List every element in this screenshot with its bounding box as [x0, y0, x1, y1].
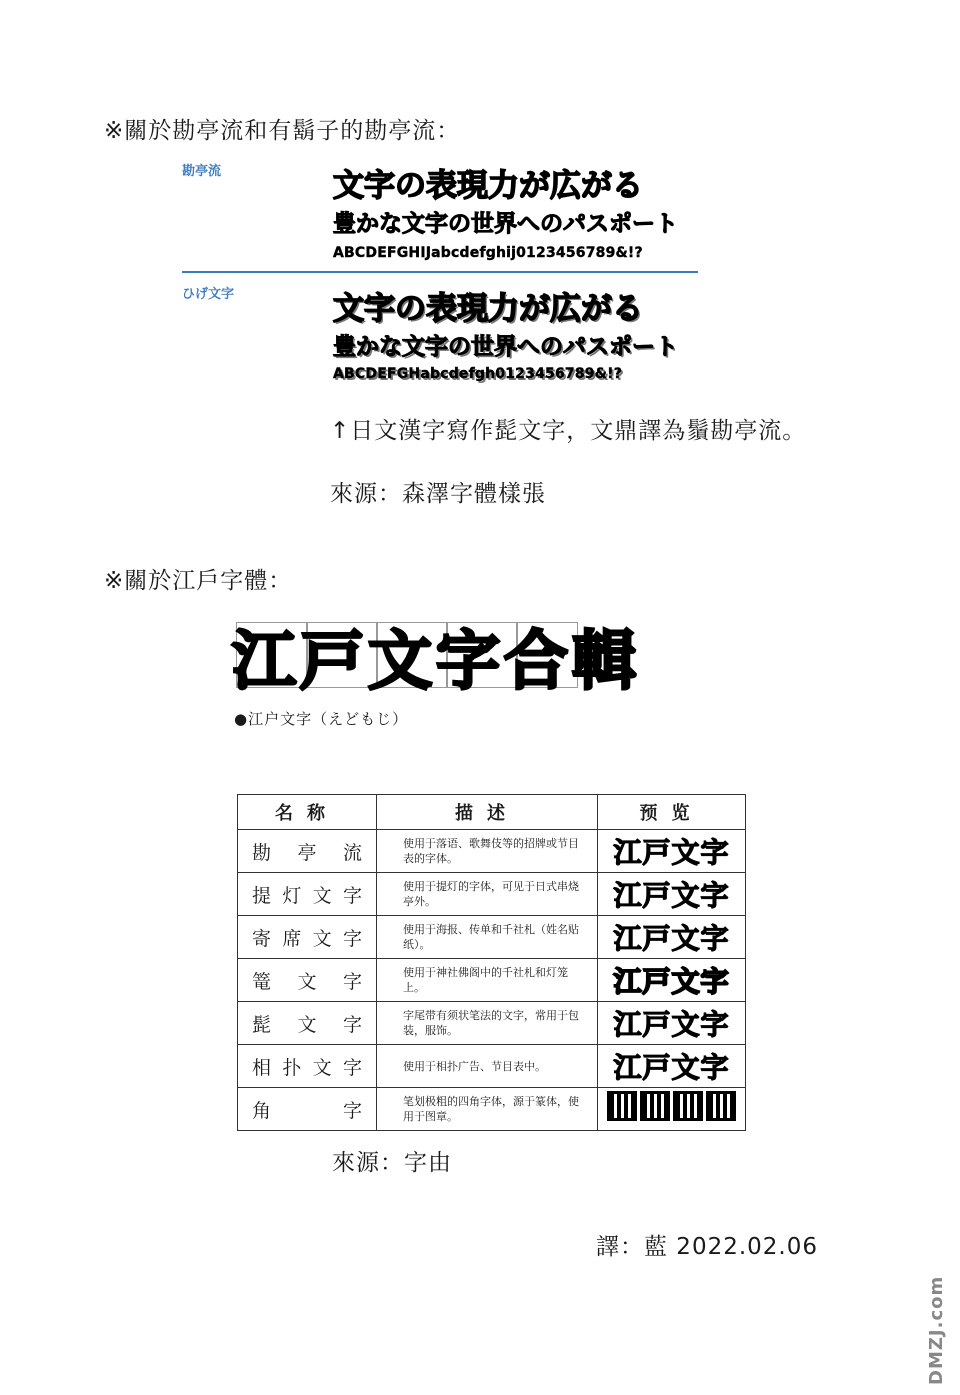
specimen-line2-kanteiryu: 豊かな文字の世界へのパスポート: [333, 211, 678, 237]
table-header-row: [238, 795, 746, 830]
edo-title: 江戸文字合輯: [232, 625, 640, 699]
specimen-line1-hige: 文字の表現力が広がる: [333, 291, 643, 327]
table-header-desc: 描述: [377, 795, 598, 830]
table-row: [238, 830, 746, 873]
row-preview: 江戸文字: [598, 873, 746, 916]
row-desc: 使用于提灯的字体，可见于日式串烧亭外。: [377, 873, 598, 916]
table-header-name: 名称: [238, 795, 377, 830]
section2-heading: ※關於江戶字體：: [104, 568, 293, 594]
row-name: 角字: [238, 1088, 377, 1131]
specimen-divider: [182, 271, 698, 273]
kakuji-glyph: [673, 1091, 703, 1121]
table-row: [238, 873, 746, 916]
table-row: [238, 1045, 746, 1088]
row-preview: 江戸文字: [598, 1045, 746, 1088]
row-preview: 江戸文字: [598, 830, 746, 873]
table-row: [238, 1088, 746, 1131]
row-preview-kakuji: [598, 1088, 746, 1131]
specimen-line3-kanteiryu: ABCDEFGHIJabcdefghij0123456789&!?: [333, 245, 643, 261]
section2-source: 來源：字由: [332, 1150, 452, 1176]
specimen-label-hige: ひげ文字: [182, 287, 235, 302]
row-preview: 江戸文字: [598, 959, 746, 1002]
translator-credit: 譯：藍 2022.02.06: [596, 1234, 818, 1260]
specimen-line1-kanteiryu: 文字の表現力が広がる: [333, 168, 643, 204]
row-name: 髭文字: [238, 1002, 377, 1045]
kakuji-glyphs: [607, 1091, 736, 1121]
table-header-preview: 预览: [598, 795, 746, 830]
specimen-line2-hige: 豊かな文字の世界へのパスポート: [333, 334, 678, 360]
row-name: 篭文字: [238, 959, 377, 1002]
site-watermark: DMZJ.com: [926, 1275, 947, 1385]
kakuji-glyph: [640, 1091, 670, 1121]
edo-caption: ●江户文字（えどもじ）: [234, 710, 409, 728]
row-preview: 江戸文字: [598, 916, 746, 959]
kakuji-glyph: [706, 1091, 736, 1121]
table-row: [238, 1002, 746, 1045]
table-row: [238, 916, 746, 959]
section1-heading: ※關於勘亭流和有鬍子的勘亭流：: [104, 118, 461, 144]
specimen-line3-hige: ABCDEFGHabcdefgh0123456789&!?: [333, 366, 623, 382]
table-row: [238, 959, 746, 1002]
row-name: 寄席文字: [238, 916, 377, 959]
row-desc: 使用于神社佛阁中的千社札和灯笼上。: [377, 959, 598, 1002]
row-desc: 笔划极粗的四角字体，源于篆体，使用于图章。: [377, 1088, 598, 1131]
kakuji-glyph: [607, 1091, 637, 1121]
row-name: 相扑文字: [238, 1045, 377, 1088]
section1-source: 來源：森澤字體樣張: [330, 481, 546, 507]
row-desc: 字尾带有须状笔法的文字，常用于包装，服饰。: [377, 1002, 598, 1045]
row-name: 勘亭流: [238, 830, 377, 873]
row-preview: 江戸文字: [598, 1002, 746, 1045]
row-desc: 使用于落语、歌舞伎等的招牌或节目表的字体。: [377, 830, 598, 873]
section1-note: ↑日文漢字寫作髭文字，文鼎譯為鬚勘亭流。: [330, 418, 807, 444]
edo-fonts-table: [237, 794, 746, 1131]
specimen-label-kanteiryu: 勘亭流: [182, 164, 222, 179]
row-name: 提灯文字: [238, 873, 377, 916]
row-desc: 使用于海报、传单和千社札（姓名贴纸）。: [377, 916, 598, 959]
row-desc: 使用于相扑广告、节目表中。: [377, 1045, 598, 1088]
